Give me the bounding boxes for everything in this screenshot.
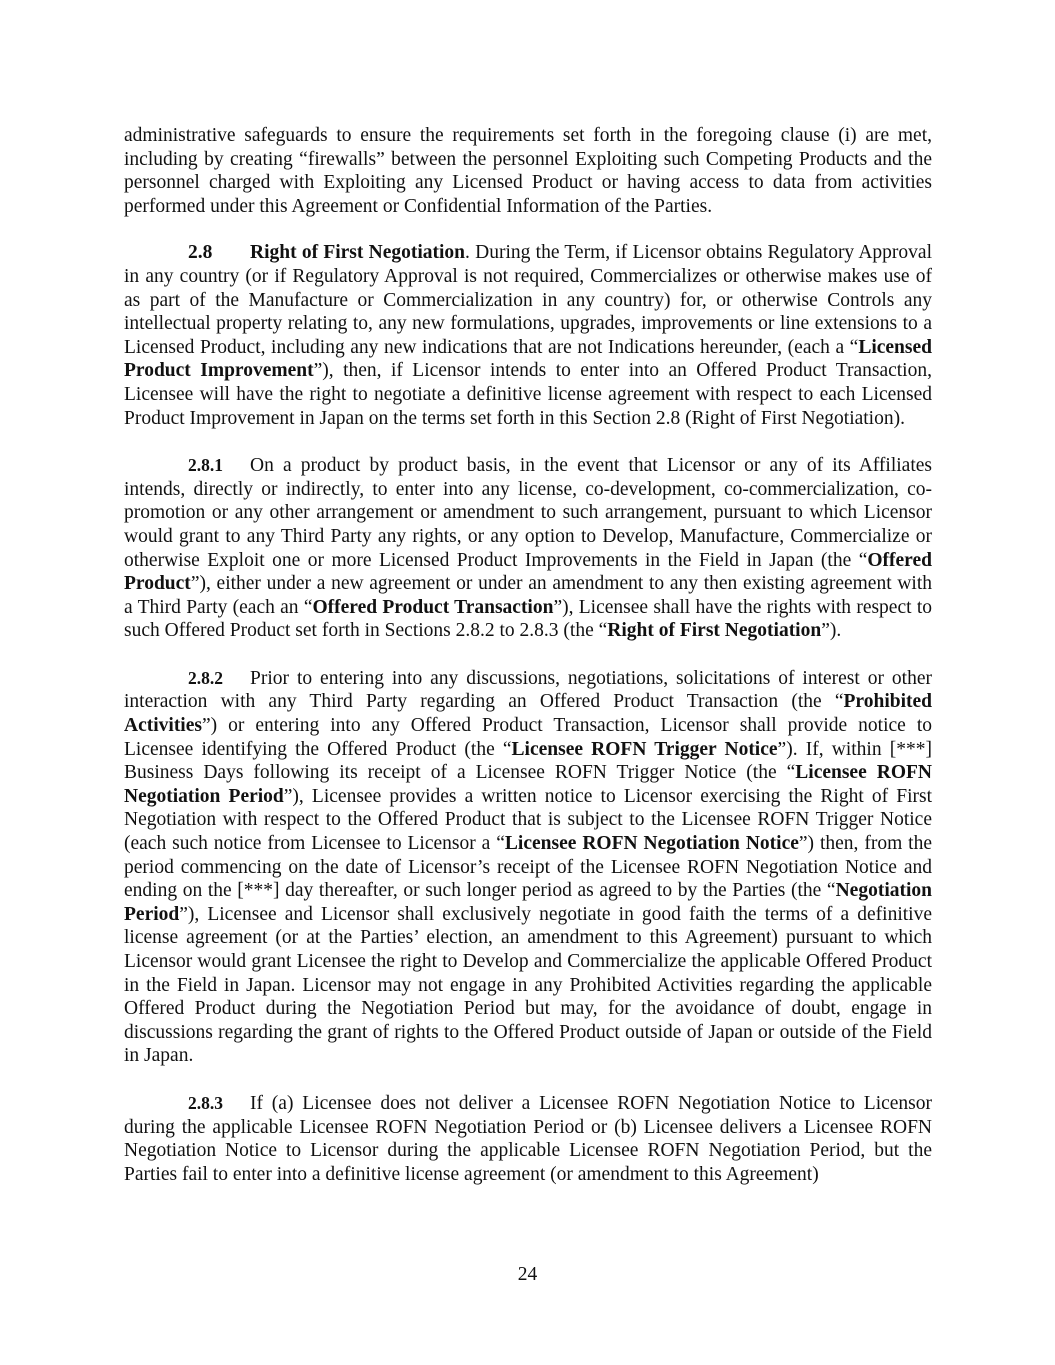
defined-term: Offered Product Transaction — [312, 596, 554, 618]
defined-term: Right of First Negotiation — [607, 620, 822, 642]
section-heading: Right of First Negotiation — [250, 242, 466, 264]
defined-term: Licensee ROFN Negotiation Period — [124, 762, 932, 807]
intro-text: administrative safeguards to ensure the requirements set forth in the foregoing clause (i) are met, including by creating “firewalls” between the personnel Exploiting such Competing Products and the personnel charged with Exploiting any Licensed Product or having access to data from activities performed under this Agreement or Confidential Information of the Parties. — [124, 125, 932, 217]
section-text: Prior to entering into any discussions, negotiations, solicitations of interest or other interaction with any Third Party regarding an Offered Product Transaction (the “ — [124, 667, 932, 713]
document-page — [124, 124, 932, 1210]
section-text: ”) or entering into any Offered Product Transaction, Licensor shall provide notice to Licensee identifying the Offered Product (the “ — [124, 715, 932, 760]
section-number: 2.8.3 — [188, 1092, 223, 1113]
section-text: On a product by product basis, in the event that Licensor or any of its Affiliates intends, directly or indirectly, to enter into any license, co-development, co-commercialization, co-promotion or any other arrangement or amendment to such arrangement, pursuant to which Licensor would grant to any Third Party any rights, or any option to Develop, Manufacture, Commercialize or otherwise Exploit one or more Licensed Product Improvements in the Field in Japan (the “ — [124, 455, 932, 571]
intro-paragraph — [124, 124, 932, 218]
section-text: ”), then, if Licensor intends to enter into an Offered Product Transaction, Licensee will have the right to negotiate a definitive license agreement with respect to each Licensed Product Improvement in Japan on the terms set forth in this Section 2.8 (Right of First Negotiation). — [124, 360, 932, 429]
defined-term: Prohibited Activities — [124, 691, 932, 737]
section-2-8-paragraph — [124, 241, 932, 430]
page-number: 24 — [517, 1264, 538, 1285]
section-text: ”), Licensee provides a written notice to Licensor exercising the Right of First Negotiation with respect to the Offered Product that is subject to the Licensee ROFN Trigger Notice (each such notice from Licensee to Licensor a “ — [124, 785, 933, 855]
defined-term: Negotiation Period — [124, 880, 932, 925]
section-text: If (a) Licensee does not deliver a Licensee ROFN Negotiation Notice to Licensor during the applicable Licensee ROFN Negotiation Period or (b) Licensee delivers a Licensee ROFN Negotiation Notice to Licensor during the applicable Licensee ROFN Negotiation Period, but the Parties fail to enter into a definitive license agreement (or amendment to this Agreement) — [124, 1092, 932, 1185]
section-text: ”), either under a new agreement or under an amendment to any then existing agreement with a Third Party (each an “ — [124, 573, 932, 618]
section-2-8-1-paragraph — [124, 454, 932, 643]
section-number: 2.8.2 — [188, 667, 223, 688]
section-2-8-3-paragraph — [124, 1092, 932, 1186]
section-text: ”). If, within [***] Business Days following its receipt of a Licensee ROFN Trigger Notice (the “ — [124, 738, 932, 784]
section-number: 2.8.1 — [188, 455, 223, 476]
section-number: 2.8 — [188, 242, 213, 264]
section-text: ”) then, from the period commencing on the date of Licensor’s receipt of the Licensee ROFN Negotiation Notice and ending on the [***] day thereafter, or such longer period as agreed to by the Parties (the “ — [124, 833, 932, 902]
section-text: . During the Term, if Licensor obtains Regulatory Approval in any country (or if Regulatory Approval is not required, Commercializes or otherwise makes use of as part of the Manufacture or Commercialization in any country) for, or otherwise Controls any intellectual property relating to, any new formulations, upgrades, improvements or line extensions to a Licensed Product, including any new indications that are not Indications hereunder, (each a “ — [124, 242, 933, 358]
defined-term: Licensee ROFN Negotiation Notice — [504, 833, 799, 855]
defined-term: Licensee ROFN Trigger Notice — [511, 738, 778, 760]
section-text: ”). — [821, 620, 842, 642]
defined-term: Licensed Product Improvement — [124, 336, 932, 382]
section-2-8-2-paragraph — [124, 667, 932, 1068]
defined-term: Offered Product — [124, 549, 932, 595]
section-text: ”), Licensee and Licensor shall exclusively negotiate in good faith the terms of a definitive license agreement (or at the Parties’ election, an amendment to this Agreement) pursuant to which Licensor would grant Licensee the right to Develop and Commercialize the applicable Offered Product in the Field in Japan. Licensor may not engage in any Prohibited Activities regarding the applicable Offered Product during the Negotiation Period but may, for the avoidance of doubt, engage in discussions regarding the grant of rights to the Offered Product outside of Japan or outside of the Field in Japan. — [124, 903, 932, 1067]
section-text: ”), Licensee shall have the rights with respect to such Offered Product set forth in Sections 2.8.2 to 2.8.3 (the “ — [124, 596, 932, 642]
